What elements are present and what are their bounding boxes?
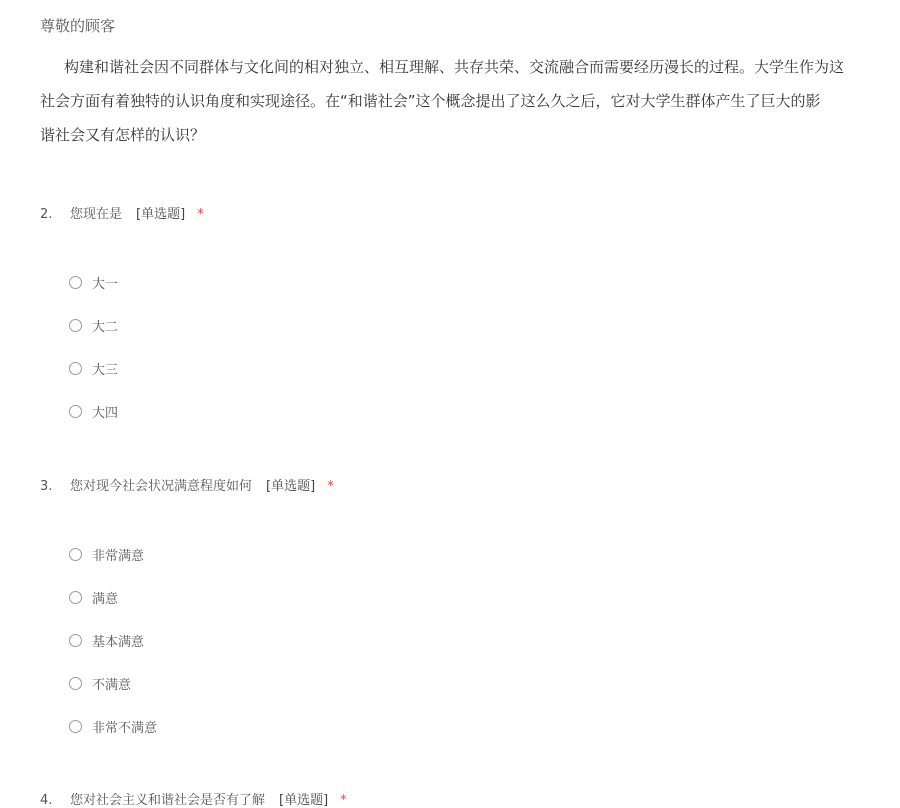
greeting-text: 尊敬的顾客 — [40, 17, 116, 35]
intro-line-1: 构建和谐社会因不同群体与文化间的相对独立、相互理解、共存共荣、交流融合而需要经历漫长的过程。大学生作为这 — [64, 58, 845, 76]
option-dissatisfied[interactable] — [69, 674, 131, 693]
option-label: 大一 — [92, 277, 119, 292]
option-junior[interactable] — [69, 359, 118, 378]
option-label: 基本满意 — [92, 635, 145, 650]
question-number: 2. — [40, 207, 53, 222]
question-type: [单选题] — [279, 793, 329, 808]
question-2-title — [40, 203, 204, 222]
radio-button[interactable] — [69, 591, 82, 604]
option-very-dissatisfied[interactable] — [69, 717, 157, 736]
radio-button[interactable] — [69, 720, 82, 733]
question-type: [单选题] — [136, 207, 186, 222]
option-label: 大四 — [92, 406, 119, 421]
intro-line-2: 社会方面有着独特的认识角度和实现途径。在“和谐社会”这个概念提出了这么久之后，它对大学生群体产生了巨大的影 — [40, 92, 821, 110]
option-satisfied[interactable] — [69, 588, 118, 607]
radio-button[interactable] — [69, 677, 82, 690]
radio-button[interactable] — [69, 319, 82, 332]
question-3-title — [40, 475, 334, 494]
intro-paragraph — [40, 50, 900, 152]
option-freshman[interactable] — [69, 273, 118, 292]
option-label: 不满意 — [92, 678, 132, 693]
radio-button[interactable] — [69, 405, 82, 418]
question-text: 您对现今社会状况满意程度如何 — [70, 479, 253, 494]
question-4-title — [40, 789, 347, 808]
required-marker: * — [340, 793, 347, 808]
option-label: 大三 — [92, 363, 119, 378]
option-label: 满意 — [92, 592, 119, 607]
option-very-satisfied[interactable] — [69, 545, 144, 564]
radio-button[interactable] — [69, 634, 82, 647]
option-basically-satisfied[interactable] — [69, 631, 144, 650]
intro-line-3: 谐社会又有怎样的认识？ — [40, 126, 206, 144]
required-marker: * — [327, 479, 334, 494]
option-label: 非常满意 — [92, 549, 145, 564]
radio-button[interactable] — [69, 548, 82, 561]
required-marker: * — [197, 207, 204, 222]
question-type: [单选题] — [266, 479, 316, 494]
radio-button[interactable] — [69, 276, 82, 289]
question-text: 您对社会主义和谐社会是否有了解 — [70, 793, 266, 808]
option-label: 大二 — [92, 320, 119, 335]
question-number: 4. — [40, 793, 53, 808]
question-text: 您现在是 — [70, 207, 123, 222]
option-senior[interactable] — [69, 402, 118, 421]
option-label: 非常不满意 — [92, 721, 158, 736]
radio-button[interactable] — [69, 362, 82, 375]
option-sophomore[interactable] — [69, 316, 118, 335]
question-number: 3. — [40, 479, 53, 494]
